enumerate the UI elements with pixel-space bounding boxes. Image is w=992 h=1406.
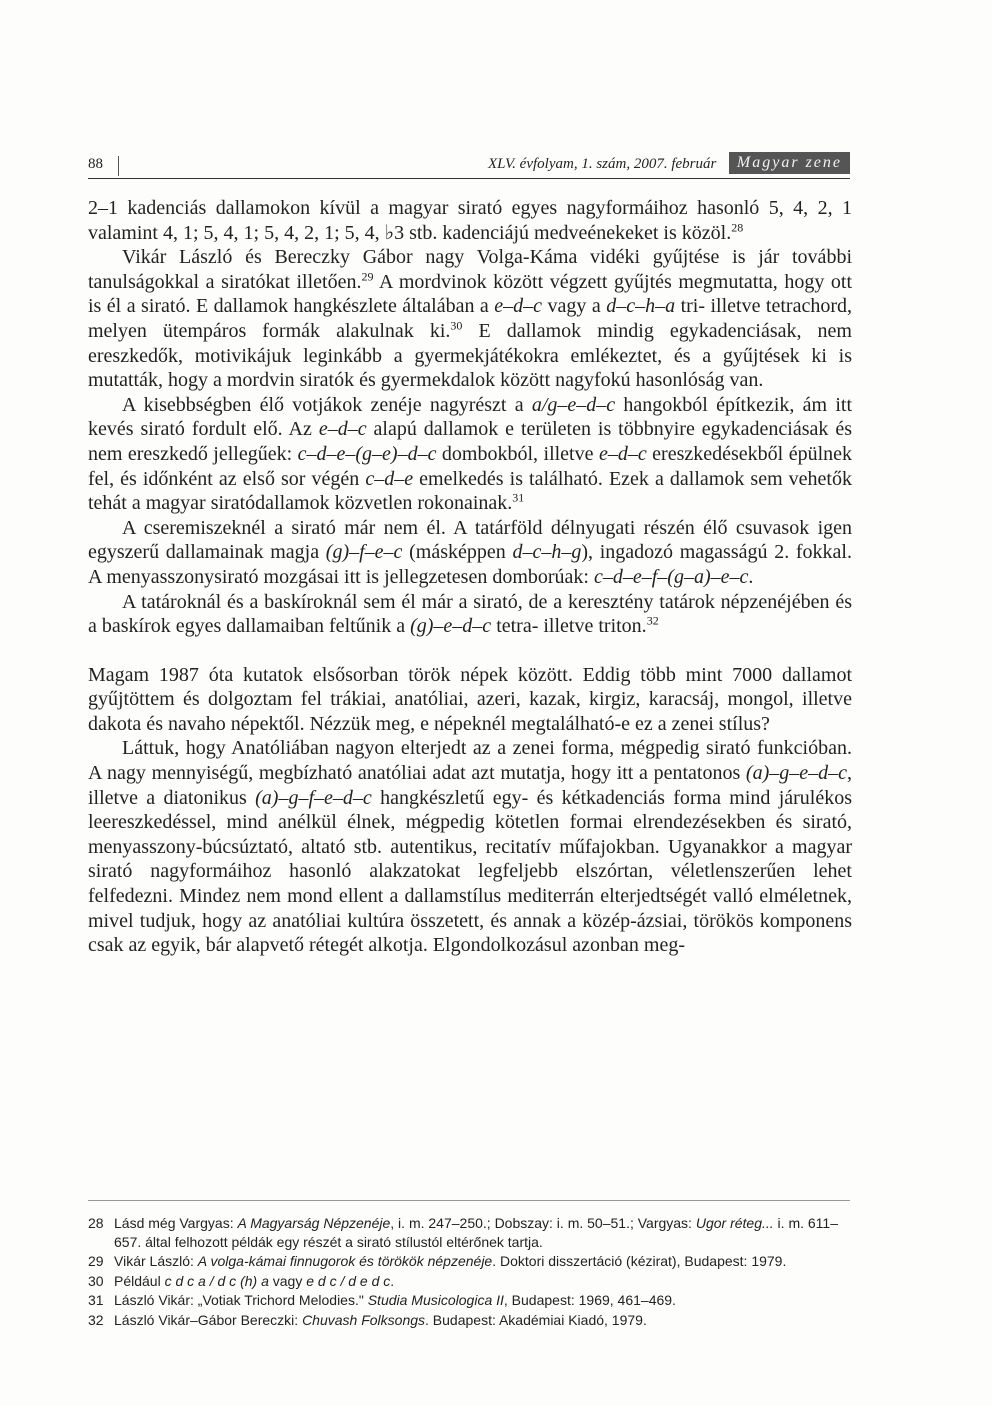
footnote-32: 32 László Vikár–Gábor Bereczki: Chuvash Folksongs. Budapest: Akadémiai Kiadó, 1979. [88, 1311, 647, 1328]
paragraph-2: Vikár László és Bereczky Gábor nagy Volga-Káma vidéki gyűjtése is jár további tanulságokkal a siratókat illetően.$^{29}$ A mordvinok között végzett gyűjtés megmutatta, hogy ott is él a sirató. E dallamok hangkészlete általában a e–d–c vagy a d–c–h–a tri- illetve tetrachord, melyen ütempáros formák alakulnak ki.$^{30}$ E dallamok mindig egykadenciásak, nem ereszkedők, motivikájuk leginkább a gyermekjátékokra emlékeztet, és a gyűjtések ki is mutatták, hogy a mordvin siratók és gyermekdalok között nagyfokú hasonlóság van. [88, 246, 852, 392]
paragraph-7: Láttuk, hogy Anatóliában nagyon elterjedt az a zenei forma, mégpedig sirató funkcióban. A nagy mennyiségű, megbízható anatóliai adat azt mutatja, hogy itt a pentatonos (a)–g–e–d–c, illetve a diatonikus (a)–g–f–e–d–c hangkészletű egy- és kétkadenciás forma mind járulékos leereszkedéssel, mind anélkül élnek, mégpedig kötetlen formai elrendezésekben és sirató, menyasszony-búcsúztató, altató stb. autentikus, recitatív műfajokban. Ugyanakkor a magyar sirató nagyformáihoz hasonló alakzatokat legfeljebb elszórtan, véletlenszerűen lehet felfedezni. Mindez nem mond ellent a dallamstílus mediterrán elterjedtségét valló elméletnek, mivel tudjuk, hogy az anatóliai kultúra összetett, és annak a közép-ázsiai, törökös komponens csak az egyik, bár alapvető rétegét alkotja. Elgondolkozásul azonban meg- [88, 737, 853, 957]
footnote-divider [88, 1200, 850, 1201]
footnote-28: 28 Lásd még Vargyas: A Magyarság Népzenéje, i. m. 247–250.; Dobszay: i. m. 50–51.; Vargyas: Ugor réteg... i. m. 611–657. által felhozott példák egy részét a sirató stílustól eltérőnek tartja. [88, 1215, 838, 1250]
journal-title-badge: Magyar zene [729, 152, 850, 174]
paragraph-5: A tatároknál és a baskíroknál sem él már a sirató, de a keresztény tatárok népzenéjében és a baskírok egyes dallamaiban feltűnik a (g)–e–d–c tetra- illetve triton.$^{32}$ [88, 590, 852, 638]
main-text [88, 196, 852, 958]
paragraph-4: A cseremiszeknél a sirató már nem él. A tatárföld délnyugati részén élő csuvasok igen egyszerű dallamainak magja (g)–f–e–c (másképpen d–c–h–g), ingadozó magasságú 2. fokkal. A menyasszonysirató mozgásai itt is jellegzetesen domborúak: c–d–e–f–(g–a)–e–c. [88, 516, 852, 588]
paragraph-6: Magam 1987 óta kutatok elsősorban török népek között. Eddig több mint 7000 dallamot gyűjtöttem és dolgoztam fel trákiai, anatóliai, azeri, kazak, kirgiz, karacsáj, mongol, illetve dakota és navaho népektől. Nézzük meg, e népeknél megtalálható-e ez a zenei stílus? [88, 663, 852, 735]
footnotes [88, 1214, 852, 1331]
footnote-31: 31 László Vikár: „Votiak Trichord Melodies." Studia Musicologica II, Budapest: 1969, 461–469. [88, 1292, 676, 1309]
issue-info: XLV. évfolyam, 1. szám, 2007. február [488, 156, 717, 172]
footnote-ref-29: 29 [361, 269, 374, 284]
footnote-ref-31: 31 [512, 490, 525, 505]
footnote-ref-28: 28 [731, 219, 744, 234]
paragraph-3: A kisebbségben élő votjákok zenéje nagyrészt a a/g–e–d–c hangokból építkezik, ám itt kevés sirató fordult elő. Az e–d–c alapú dallamok e területen is többnyire egykadenciásak és nem ereszkedő jellegűek: c–d–e–(g–e)–d–c dombokból, illetve e–d–c ereszkedésekből épülnek fel, és időnként az első sor végén c–d–e emelkedés is található. Ezek a dallamok sem vehetők tehát a magyar siratódallamok közvetlen rokonainak.$^{31}$ [88, 393, 852, 515]
header-tick-mark [118, 156, 119, 176]
running-header [88, 150, 850, 179]
page-number: 88 [88, 156, 103, 172]
footnote-29: 29 Vikár László: A volga-kámai finnugorok és törökök népzenéje. Doktori disszertáció (kézirat), Budapest: 1979. [88, 1253, 787, 1270]
paragraph-1: 2–1 kadenciás dallamokon kívül a magyar sirató egyes nagyformáihoz hasonló 5, 4, 2, 1 valamint 4, 1; 5, 4, 1; 5, 4, 2, 1; 5, 4, ♭3 stb. kadenciájú medveénekeket is közöl.$^{28}$ [88, 197, 852, 244]
footnote-ref-30: 30 [450, 318, 463, 333]
footnote-30: 30 Például c d c a / d c (h) a vagy e d c / d e d c. [88, 1272, 395, 1289]
footnote-ref-32: 32 [646, 613, 659, 628]
